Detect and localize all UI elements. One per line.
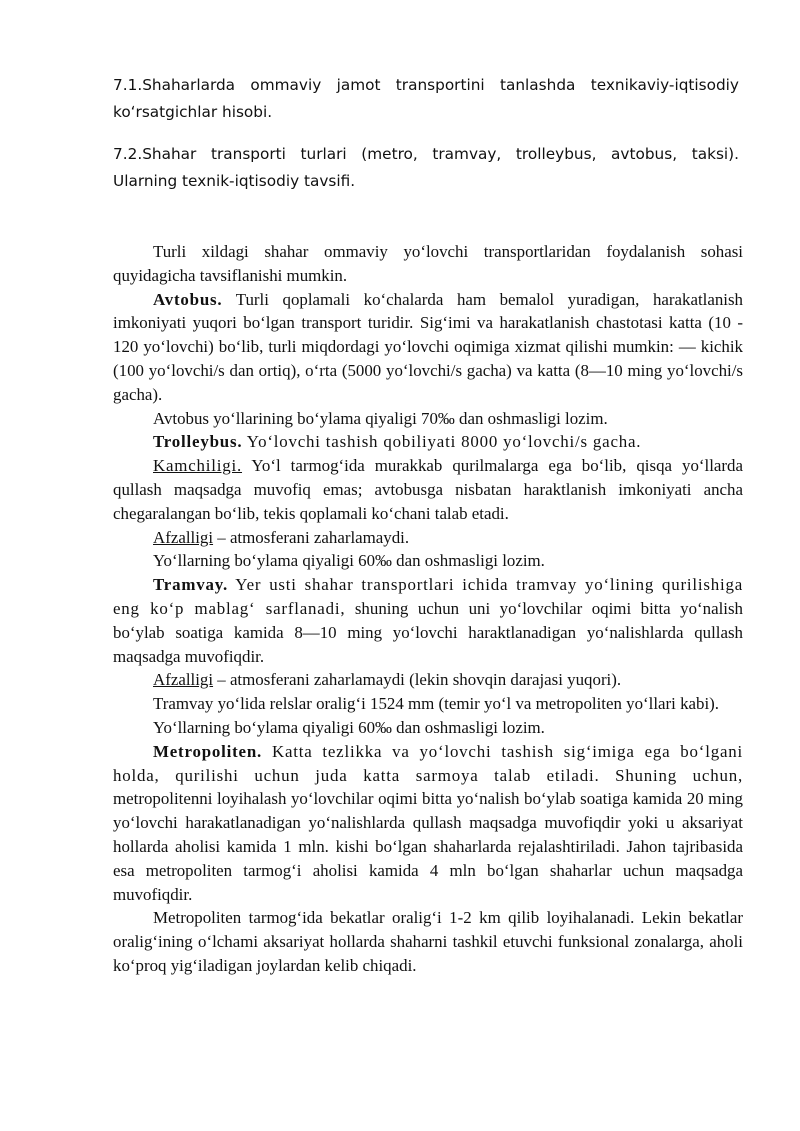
paragraph-tramvay-slope: Yo‘llarning bo‘ylama qiyaligi 60‰ dan oshmasligi lozim. [153,717,545,737]
label-afzalligi: Afzalligi [153,670,214,690]
avtobus-description: Turli qoplamali ko‘chalarda ham bemalol yuradigan, harakatlanish imkoniyati yuqori bo‘lgan transport turidir. Sig‘imi va harakatlanish chastotasi katta (10 - 120 yo‘lovchi) bo‘lib, turli miqdordagi yo‘lovchi oqimiga xizmat qilishi mumkin: — kichik (100 yo‘lovchi/s dan ortiq), o‘rta (5000 yo‘lovchi/s gacha) va katta (8—10 ming yo‘lovchi/s gacha). [113,289,743,404]
paragraph-afzalligi-tramvay [113,668,743,692]
paragraph-intro: Turli xildagi shahar ommaviy yo‘lovchi transportlaridan foydalanish sohasi quyidagicha tavsiflanishi mumkin. [113,242,743,285]
term-avtobus: Avtobus. [153,289,223,309]
afzalligi-description: – atmosferani zaharlamaydi. [213,527,410,547]
paragraph-trolleybus [113,430,743,454]
tramvay-description-spaced: Yer usti shahar transportlari ichida tramvay yo‘lining qurilishiga eng ko‘p mablag‘ sarflanadi, [113,575,743,618]
afzalligi-description: – atmosferani zaharlamaydi (lekin shovqin darajasi yuqori). [213,670,622,690]
paragraph-metro-stations: Metropoliten tarmog‘ida bekatlar oralig‘i 1-2 km qilib loyihalanadi. Lekin bekatlar oralig‘ining o‘lchami aksariyat hollarda shaharni tashkil etuvchi funksional zonalarga, aholi ko‘proq yig‘iladigan joylardan kelib chiqadi. [113,908,743,975]
term-metropoliten: Metropoliten. [153,741,263,761]
metro-description: metropolitenni loyihalash yo‘lovchilar oqimi bitta yo‘nalish bo‘ylab soatiga kamida 20 ming yo‘lovchi harakatlanadigan yo‘nalishlarda qullash maqsadga muvofiqdir yoki u aksariyat hollarda aholisi kamida 1 mln. kishi bo‘lgan shaharlarda rejalashtiriladi. Jahon tajribasida esa metropoliten tarmog‘i aholisi kamida 4 mln bo‘lgan shaharlar uchun maqsadga muvofiqdir. [113,789,743,904]
document-body [113,240,743,978]
trolleybus-description: Yo‘lovchi tashish qobiliyati 8000 yo‘lovchi/s gacha. [242,432,642,452]
metro-description-spaced: Katta tezlikka va yo‘lovchi tashish sig‘imiga ega bo‘lgani holda, qurilishi uchun juda katta sarmoya talab etiladi. Shuning uchun, [113,741,743,785]
label-kamchiligi: Kamchiligi. [153,456,243,476]
paragraph-trolleybus-slope: Yo‘llarning bo‘ylama qiyaligi 60‰ dan oshmasligi lozim. [153,551,545,571]
section-heading-7-1: 7.1.Shaharlarda ommaviy jamot transportini tanlashda texnikaviy-iqtisodiy koʻrsatgichlar hisobi. [113,76,739,121]
paragraph-tramvay-rails: Tramvay yo‘lida relslar oralig‘i 1524 mm (temir yo‘l va metropoliten yo‘llari kabi). [153,694,720,714]
term-trolleybus: Trolleybus. [153,432,243,452]
paragraph-avtobus [113,288,743,407]
paragraph-avtobus-slope: Avtobus yo‘llarining bo‘ylama qiyaligi 70‰ dan oshmasligi lozim. [153,408,608,428]
kamchiligi-description: Yo‘l tarmog‘ida murakkab qurilmalarga ega bo‘lib, qisqa yo‘llarda qullash maqsadga muvofiq emas; avtobusga nisbatan haraktlanish imkoniyati ancha chegaralangan bo‘lib, tekis qoplamali ko‘chani talab etadi. [113,456,743,523]
paragraph-metropoliten [113,740,743,907]
paragraph-afzalligi-trolleybus [113,526,743,550]
paragraph-kamchiligi [113,454,743,525]
term-tramvay: Tramvay. [153,575,229,595]
section-heading-7-2: 7.2.Shahar transporti turlari (metro, tramvay, trolleybus, avtobus, taksi). Ularning texnik-iqtisodiy tavsifi. [113,145,739,190]
label-afzalligi: Afzalligi [153,527,214,547]
paragraph-tramvay [113,573,743,668]
tramvay-description: shuning uchun uni yo‘lovchilar oqimi bitta yo‘nalish bo‘ylab soatiga kamida 8—10 ming yo‘lovchi haraktlanadigan yo‘nalishlarda qullash maqsadga muvofiqdir. [113,598,743,666]
